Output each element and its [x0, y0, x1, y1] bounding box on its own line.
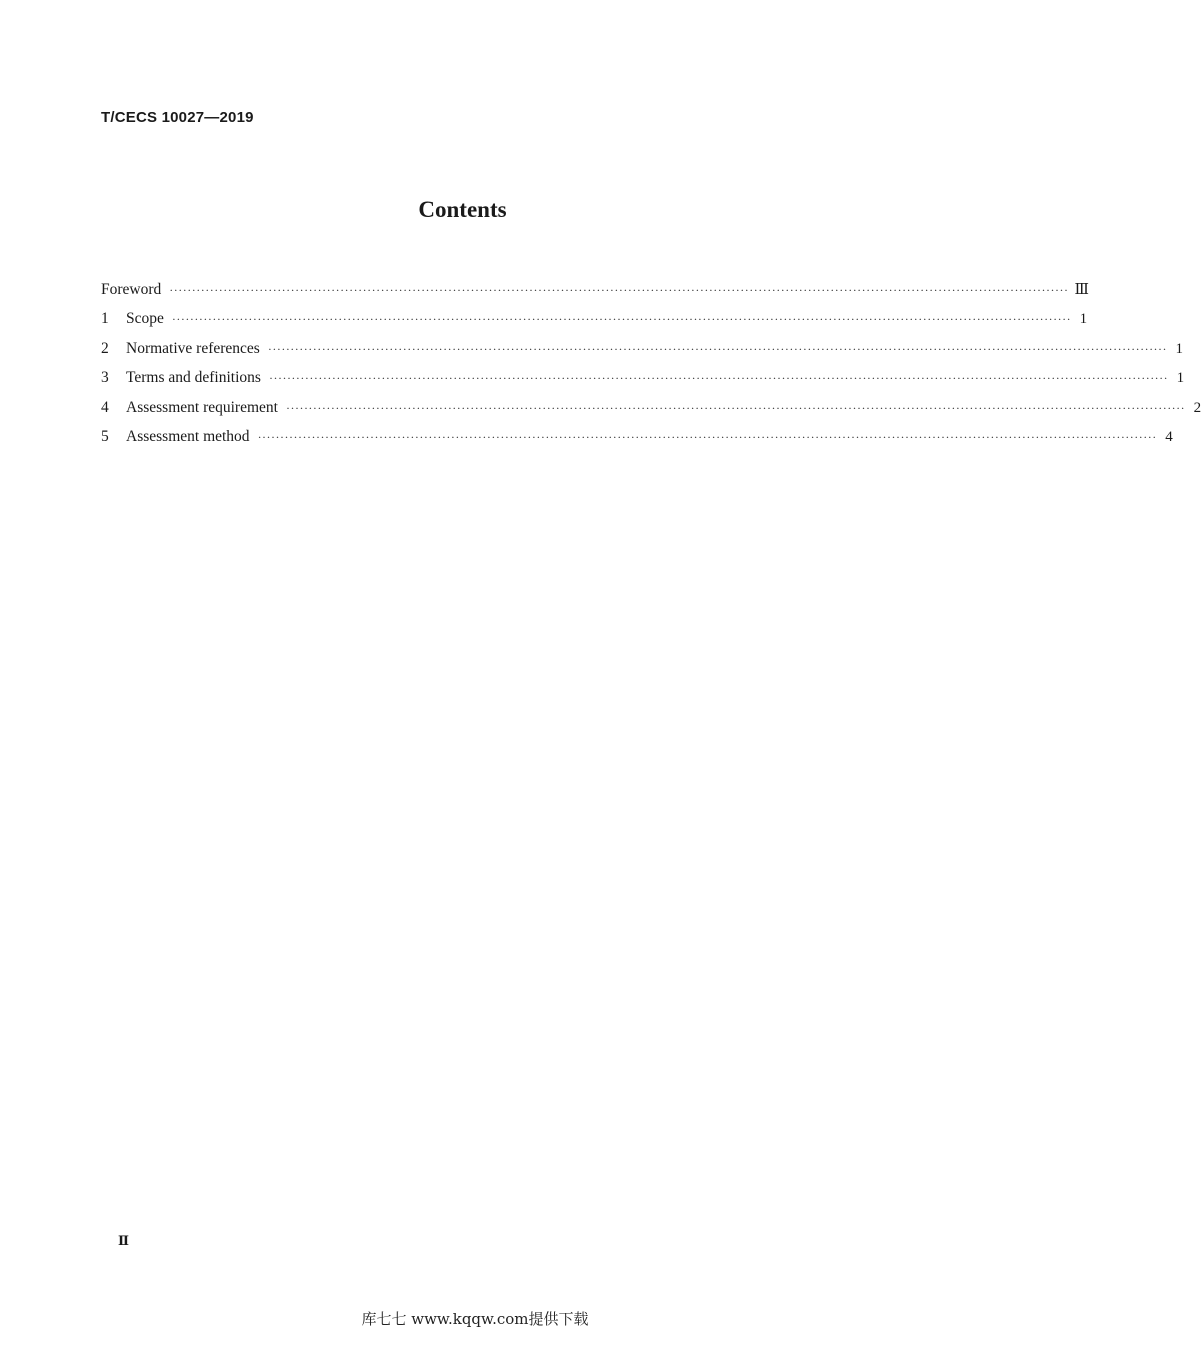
toc-entry-normative-references[interactable] [101, 339, 1184, 368]
toc-entry-page: 2 [1193, 399, 1201, 416]
toc-dot-leader: ········································································································································································································ [285, 400, 1186, 415]
toc-entry-number: 3 [101, 369, 109, 387]
table-of-contents [101, 280, 1201, 456]
toc-dot-leader: ········································································································································································································ [257, 429, 1157, 444]
toc-entry-scope[interactable] [101, 309, 1088, 338]
footer-watermark: 库七七 www.kqqw.com提供下载 [361, 1310, 589, 1328]
toc-entry-page: Ⅲ [1074, 282, 1089, 298]
page-title: Contents [418, 197, 507, 222]
toc-entry-page: 4 [1165, 428, 1173, 445]
toc-entry-label: Assessment requirement [126, 398, 278, 416]
toc-entry-number: 2 [101, 339, 109, 357]
toc-entry-assessment-requirement[interactable] [101, 398, 1201, 427]
toc-entry-foreword[interactable] [101, 280, 1089, 309]
toc-entry-page: 1 [1176, 370, 1185, 387]
toc-entry-label: Assessment method [126, 427, 250, 445]
toc-entry-number: 5 [101, 427, 109, 445]
toc-dot-leader: ········································································································································································································ [171, 312, 1072, 327]
toc-dot-leader: ········································································································································································································ [267, 341, 1168, 356]
toc-dot-leader: ········································································································································································································ [268, 371, 1169, 386]
toc-entry-label: Normative references [126, 339, 260, 357]
toc-entry-assessment-method[interactable] [101, 427, 1173, 456]
toc-entry-page: 1 [1175, 340, 1184, 357]
page-number: Ⅱ [118, 1233, 129, 1248]
toc-entry-terms-and-definitions[interactable] [101, 368, 1185, 397]
toc-entry-label: Terms and definitions [126, 369, 261, 387]
toc-entry-label: Scope [126, 310, 164, 328]
toc-dot-leader: ········································································································································································································ [169, 283, 1069, 297]
document-code: T/CECS 10027—2019 [101, 109, 254, 126]
toc-entry-number: 1 [101, 310, 109, 328]
toc-entry-label: Foreword [101, 281, 162, 298]
toc-entry-page: 1 [1079, 311, 1088, 328]
toc-entry-number: 4 [101, 398, 109, 416]
